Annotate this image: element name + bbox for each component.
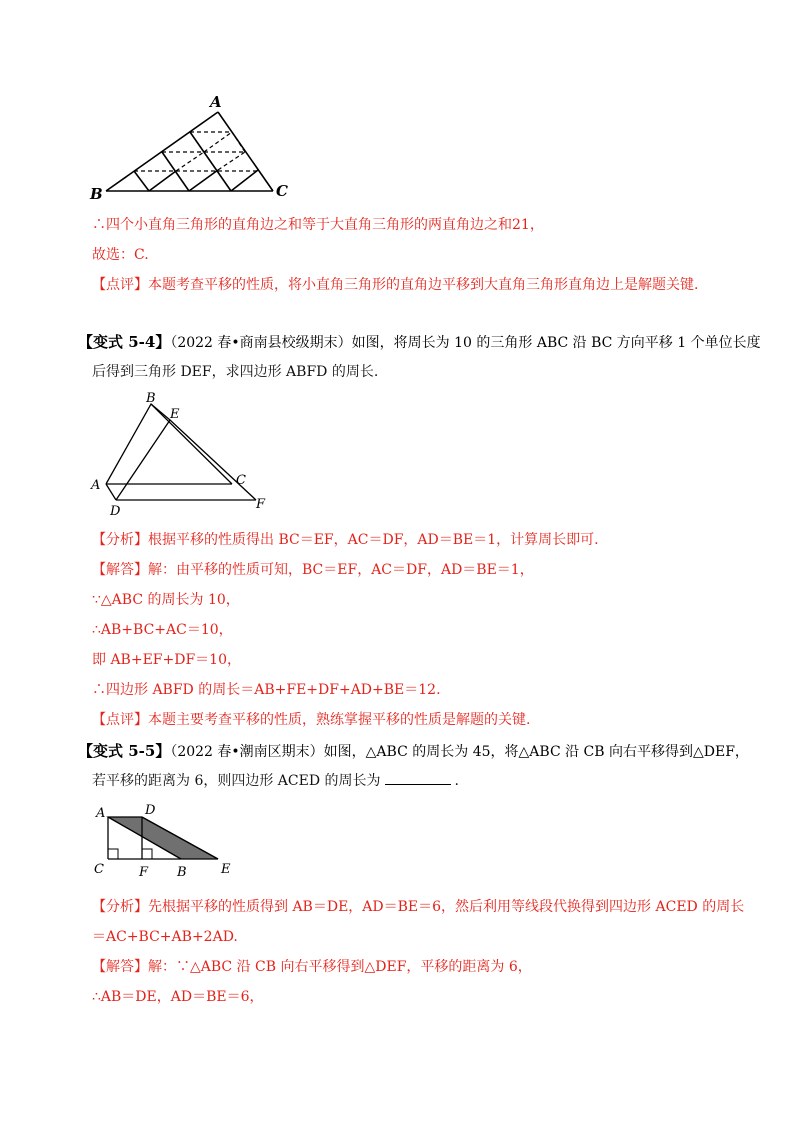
label-c: C (94, 862, 104, 877)
variant-5-5-analysis-line2: ＝AC+BC+AB+2AD. (92, 929, 238, 945)
variant-5-4-solution: 【解答】解：由平移的性质可知，BC＝EF，AC＝DF，AD＝BE＝1， (92, 562, 534, 578)
question-end: . (454, 773, 459, 789)
label-c: C (236, 473, 246, 488)
variant-5-5-tag: 【变式 5-5】 (78, 742, 171, 760)
variant-5-4-comment: 【点评】本题主要考查平移的性质，熟练掌握平移的性质是解题的关键. (92, 712, 531, 728)
label-c: C (276, 182, 288, 200)
label-e: E (221, 862, 231, 877)
shaded-region (108, 817, 218, 859)
label-d: D (110, 504, 121, 519)
label-f: F (256, 497, 266, 512)
text-comment: 【点评】本题考查平移的性质，将小直角三角形的直角边平移到大直角三角形直角边上是解题关键. (92, 277, 699, 293)
label-f: F (139, 865, 149, 880)
variant-5-5-step1: ∴AB＝DE，AD＝BE＝6， (92, 989, 264, 1005)
label-b: B (90, 185, 103, 203)
label-a: A (91, 478, 101, 493)
label-b: B (146, 391, 156, 406)
variant-5-4-step3: 即 AB+EF+DF＝10， (92, 652, 241, 668)
label-d: D (145, 803, 156, 818)
variant-5-5-question-text: （2022 春•潮南区期末）如图，△ABC 的周长为 45，将△ABC 沿 CB 向右平移得到△DEF， (170, 744, 749, 760)
label-a: A (210, 93, 222, 111)
question-text: 若平移的距离为 6，则四边形 ACED 的周长为 (92, 773, 381, 789)
variant-5-4-step4: ∴四边形 ABFD 的周长＝AB+FE+DF+AD+BE＝12. (92, 682, 441, 698)
variant-5-5-analysis-line1: 【分析】先根据平移的性质得到 AB＝DE，AD＝BE＝6，然后利用等线段代换得到四边形 ACED 的周长 (92, 899, 745, 915)
label-e: E (170, 407, 180, 422)
variant-5-5-solution: 【解答】解：∵△ABC 沿 CB 向右平移得到△DEF，平移的距离为 6， (92, 959, 532, 975)
variant-5-4-step2: ∴AB+BC+AC＝10， (92, 622, 233, 638)
variant-5-4-question-text: （2022 春•商南县校级期末）如图，将周长为 10 的三角形 ABC 沿 BC 方向平移 1 个单位长度 (170, 335, 761, 351)
label-b: B (177, 865, 187, 880)
variant-5-4-tag: 【变式 5-4】 (78, 333, 171, 351)
text-conclusion: ∴四个小直角三角形的直角边之和等于大直角三角形的两直角边之和21， (92, 217, 544, 233)
text-answer: 故选：C. (92, 247, 149, 263)
variant-5-4-step1: ∵△ABC 的周长为 10， (92, 592, 240, 608)
variant-5-4-question-line2: 后得到三角形 DEF，求四边形 ABFD 的周长. (92, 364, 379, 380)
variant-5-4-analysis: 【分析】根据平移的性质得出 BC＝EF，AC＝DF，AD＝BE＝1，计算周长即可. (92, 532, 599, 548)
label-a: A (96, 806, 106, 821)
